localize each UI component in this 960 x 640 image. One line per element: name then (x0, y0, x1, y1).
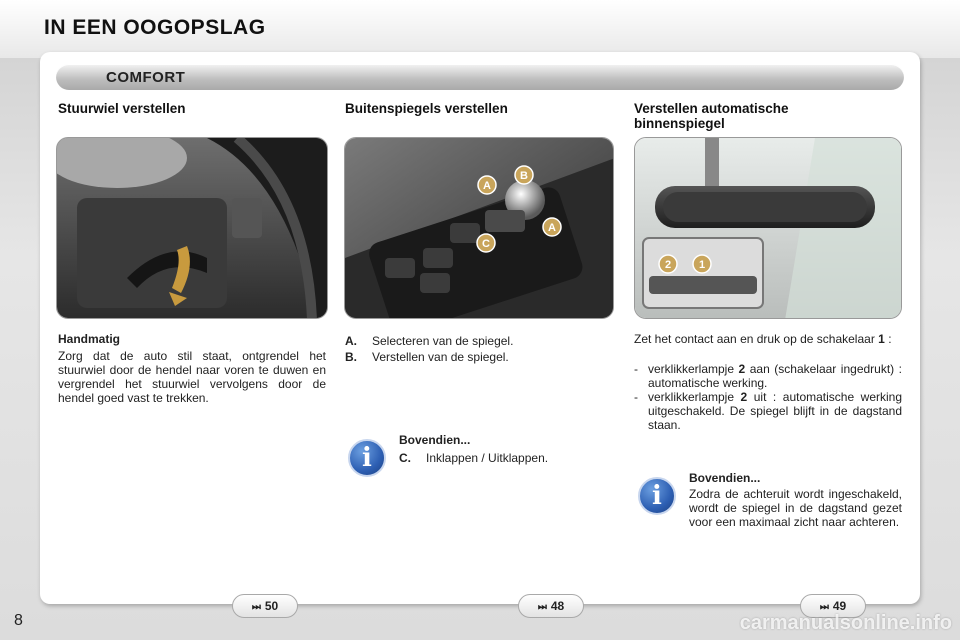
mirror-item-b (345, 350, 605, 364)
item-letter: C. (399, 451, 411, 465)
interior-mirror-intro (634, 332, 902, 346)
watermark: carmanualsonline.info (739, 612, 952, 634)
list-after: uit : automatische werking uitgeschakeld. De spiegel blijft in de dagstand staan. (648, 390, 902, 432)
label-1: 1 (698, 259, 706, 271)
info-icon: i (348, 439, 386, 477)
item-letter: A. (345, 334, 357, 348)
label-a-right: A (548, 222, 556, 234)
interior-mirror-title-2: binnenspiegel (634, 116, 725, 131)
fast-forward-icon: ⏭ (537, 602, 547, 613)
list-before: verklikkerlampje (648, 390, 735, 404)
label-2: 2 (664, 259, 672, 271)
item-text: Verstellen van de spiegel. (372, 350, 509, 364)
interior-note-title: Bovendien... (689, 471, 761, 485)
list-item-lamp-off (634, 390, 902, 434)
list-item-lamp-on (634, 362, 902, 392)
page-ref-48[interactable] (518, 594, 584, 618)
ref-number: 50 (264, 599, 279, 613)
ref-number: 48 (550, 599, 565, 613)
mirror-photo-labels (344, 137, 614, 319)
list-text (648, 390, 902, 432)
intro-end: : (888, 332, 892, 346)
item-text: Selecteren van de spiegel. (372, 334, 514, 348)
intro-ref: 1 (878, 332, 885, 346)
fast-forward-icon: ⏭ (251, 602, 261, 613)
label-b: B (520, 170, 528, 182)
mirrors-title: Buitenspiegels verstellen (345, 101, 508, 116)
label-a-left: A (483, 180, 491, 192)
list-ref: 2 (738, 362, 746, 376)
mirror-note-item (399, 451, 599, 465)
page-ref-50[interactable] (232, 594, 298, 618)
label-c: C (482, 238, 490, 250)
interior-mirror-labels (634, 137, 902, 319)
steering-lever-photo (56, 137, 328, 319)
list-dash: - (634, 390, 638, 404)
section-bar (56, 64, 904, 90)
mirror-note-title: Bovendien... (399, 433, 471, 447)
manual-subtitle: Handmatig (58, 332, 121, 346)
list-before: verklikkerlampje (648, 362, 735, 376)
steering-wheel-title: Stuurwiel verstellen (58, 101, 186, 116)
mirror-item-a (345, 334, 605, 348)
item-text: Inklappen / Uitklappen. (426, 451, 549, 465)
section-label: COMFORT (106, 69, 186, 86)
ref-number: 49 (832, 599, 847, 613)
page-number: 8 (14, 612, 23, 629)
interior-note-text: Zodra de achteruit wordt ingeschakeld, wordt de spiegel in de dagstand gezet voor een maximaal zicht naar achteren. (689, 487, 902, 529)
intro-text: Zet het contact aan en druk op de schakelaar (634, 332, 875, 346)
info-icon: i (638, 477, 676, 515)
list-text (648, 362, 902, 390)
list-ref: 2 (740, 390, 748, 404)
list-dash: - (634, 362, 638, 376)
list-after: aan (schakelaar ingedrukt) : automatische werking. (648, 362, 903, 390)
item-letter: B. (345, 350, 357, 364)
interior-mirror-title-1: Verstellen automatische (634, 101, 789, 116)
page-title: IN EEN OOGOPSLAG (44, 16, 266, 39)
fast-forward-icon: ⏭ (819, 602, 829, 613)
steering-instructions: Zorg dat de auto stil staat, ontgrendel het stuurwiel door de hendel naar voren te duwen en vergrendel het stuurwiel vervolgens door de hendel goed vast te trekken. (58, 349, 326, 405)
